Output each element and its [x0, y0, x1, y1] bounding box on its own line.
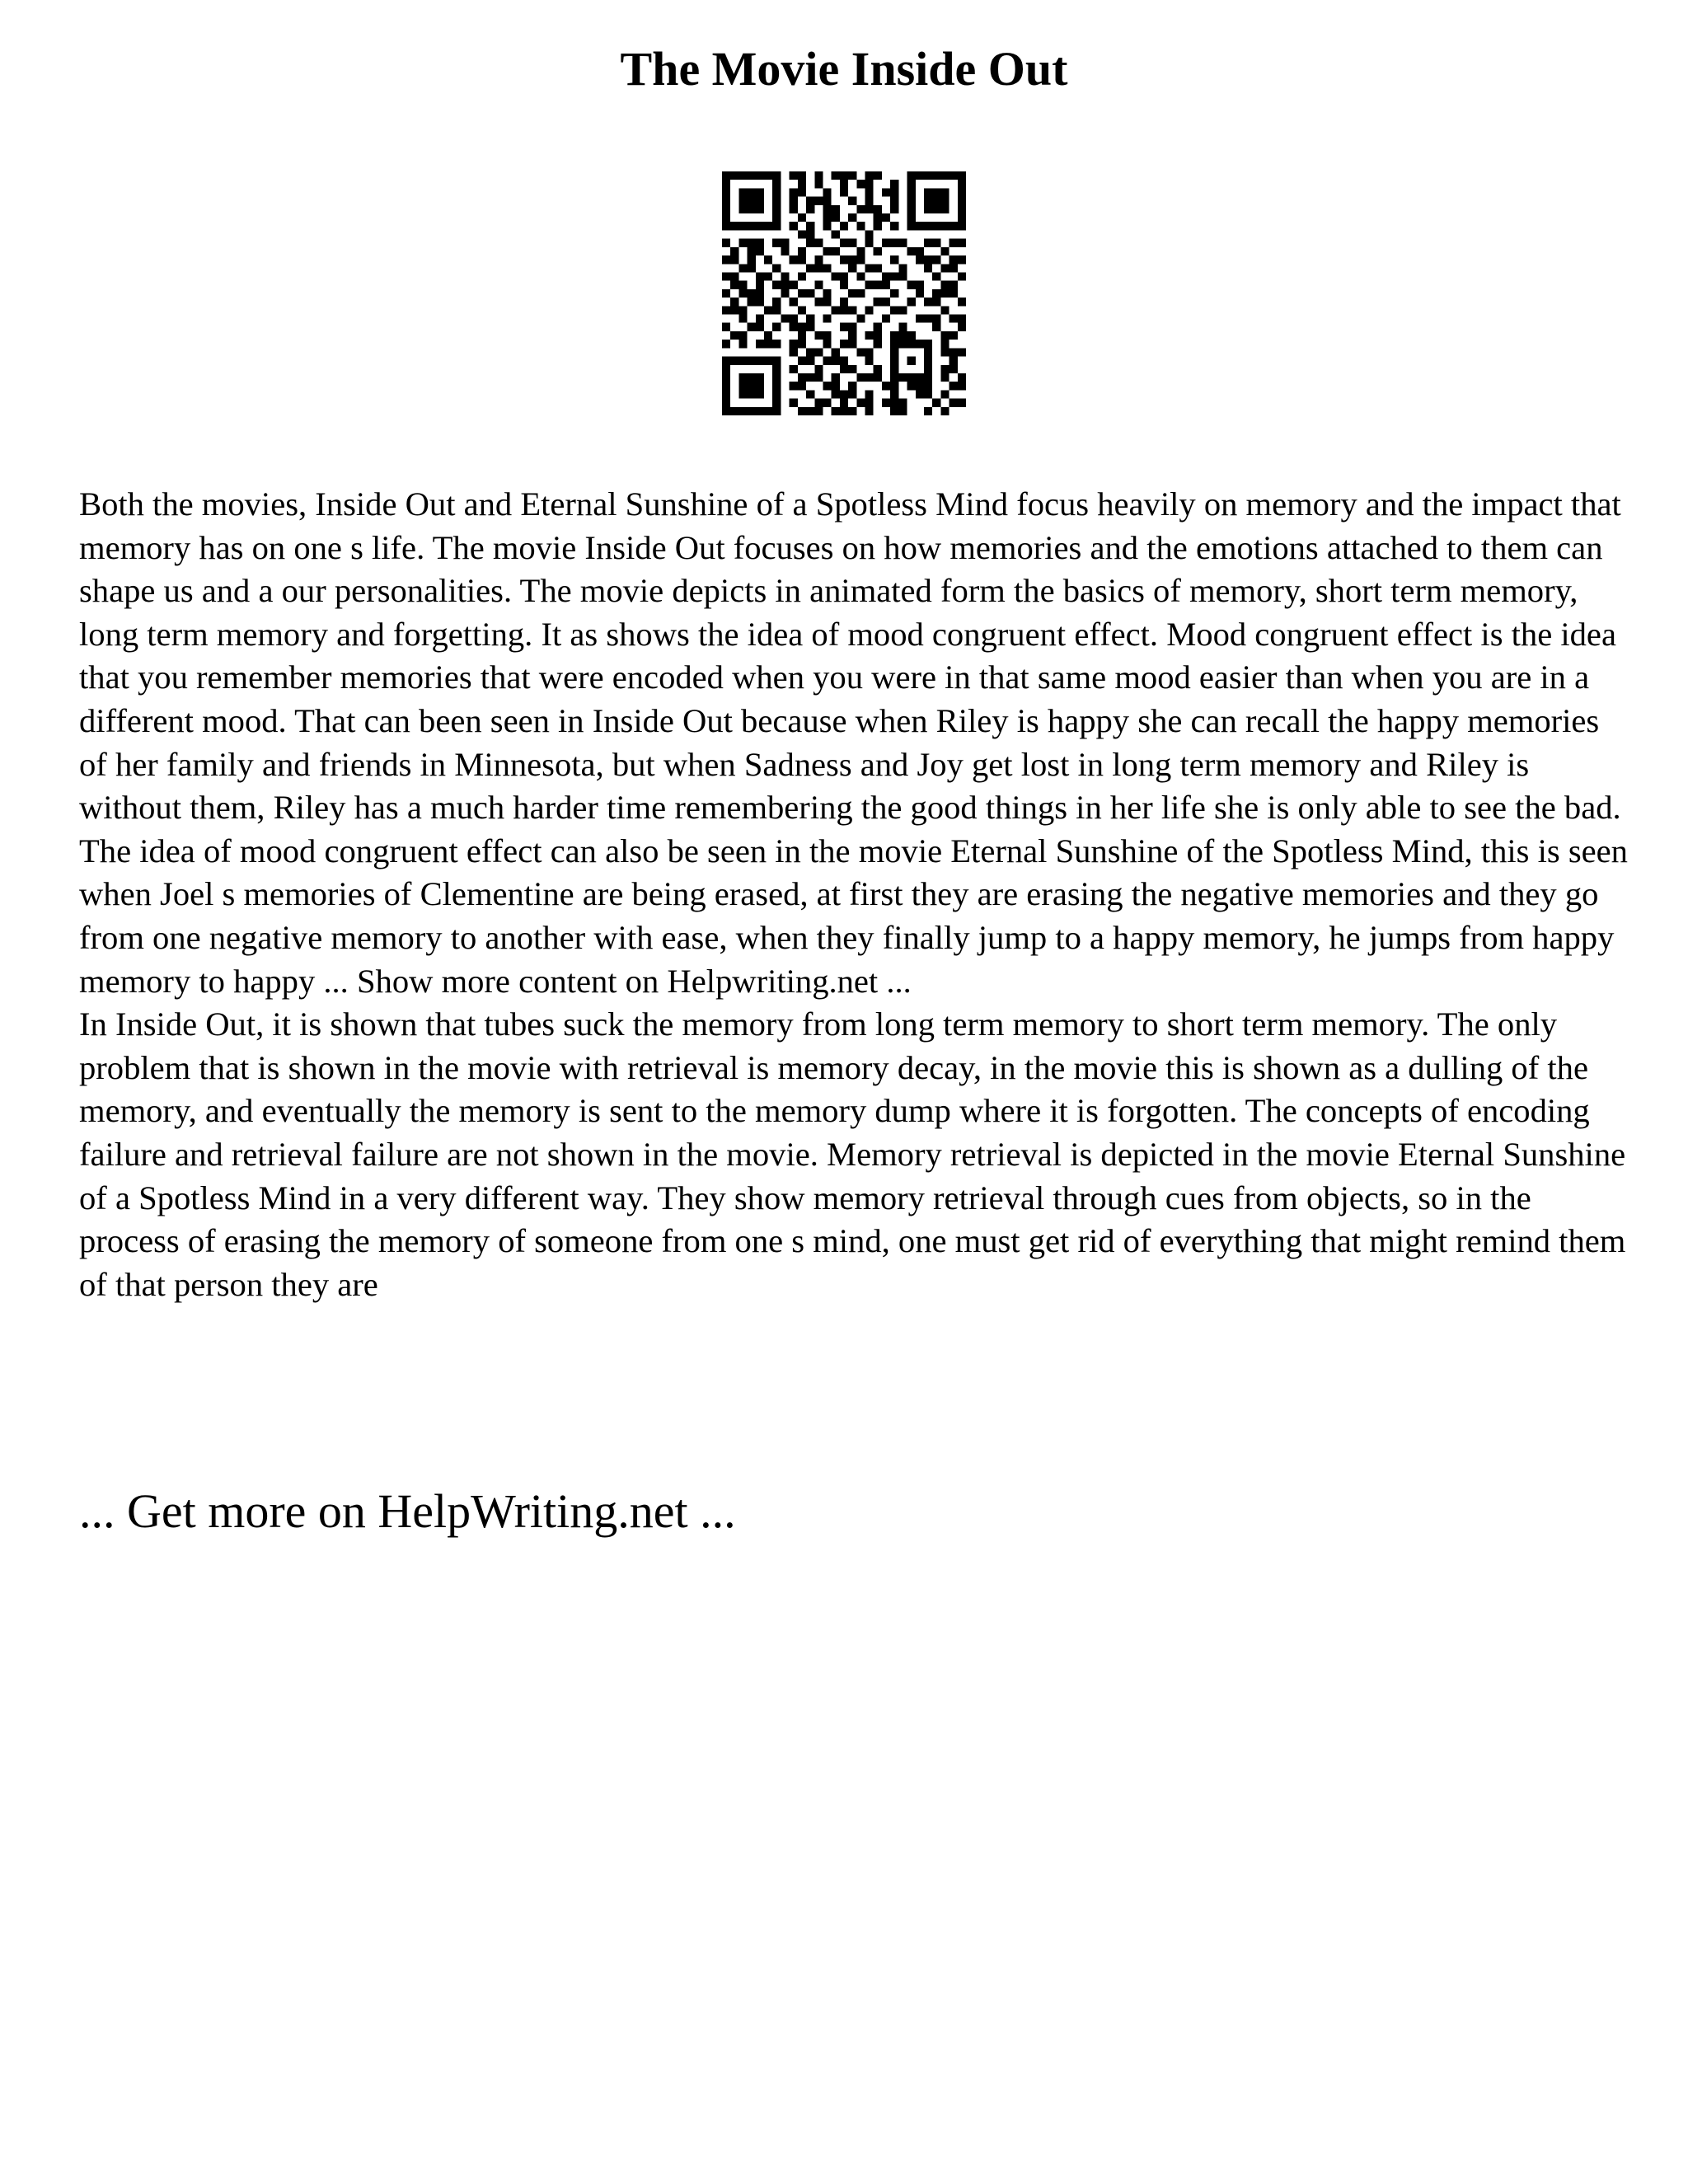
get-more-link[interactable]: ... Get more on HelpWriting.net ... — [79, 1484, 736, 1538]
document-title: The Movie Inside Out — [620, 42, 1068, 96]
article-body — [79, 483, 1629, 1306]
qr-code-graphic — [722, 171, 966, 415]
body-paragraph-1: Both the movies, Inside Out and Eternal Sunshine of a Spotless Mind focus heavily on memory and the impact that memory has on one s life. The movie Inside Out focuses on how memories and the emotions attached to them can shape us and a our personalities. The movie depicts in animated form the basics of memory, short term memory, long term memory and forgetting. It as shows the idea of mood congruent effect. Mood congruent effect is the idea that you remember memories that were encoded when you were in that same mood easier than when you are in a different mood. That can been seen in Inside Out because when Riley is happy she can recall the happy memories of her family and friends in Minnesota, but when Sadness and Joy get lost in long term memory and Riley is without them, Riley has a much harder time remembering the good things in her life she is only able to see the bad. The idea of mood congruent effect can also be seen in the movie Eternal Sunshine of the Spotless Mind, this is seen when Joel s memories of Clementine are being erased, at first they are erasing the negative memories and they go from one negative memory to another with ease, when they finally jump to a happy memory, he jumps from happy memory to happy ... Show more content on Helpwriting.net ... — [79, 485, 1628, 1000]
body-paragraph-2: In Inside Out, it is shown that tubes suck the memory from long term memory to short term memory. The only problem that is shown in the movie with retrieval is memory decay, in the movie this is shown as a dulling of the memory, and eventually the memory is sent to the memory dump where it is forgotten. The concepts of encoding failure and retrieval failure are not shown in the movie. Memory retrieval is depicted in the movie Eternal Sunshine of a Spotless Mind in a very different way. They show memory retrieval through cues from objects, so in the process of erasing the memory of someone from one s mind, one must get rid of everything that might remind them of that person they are — [79, 1005, 1626, 1303]
qr-code-icon[interactable] — [722, 171, 966, 415]
